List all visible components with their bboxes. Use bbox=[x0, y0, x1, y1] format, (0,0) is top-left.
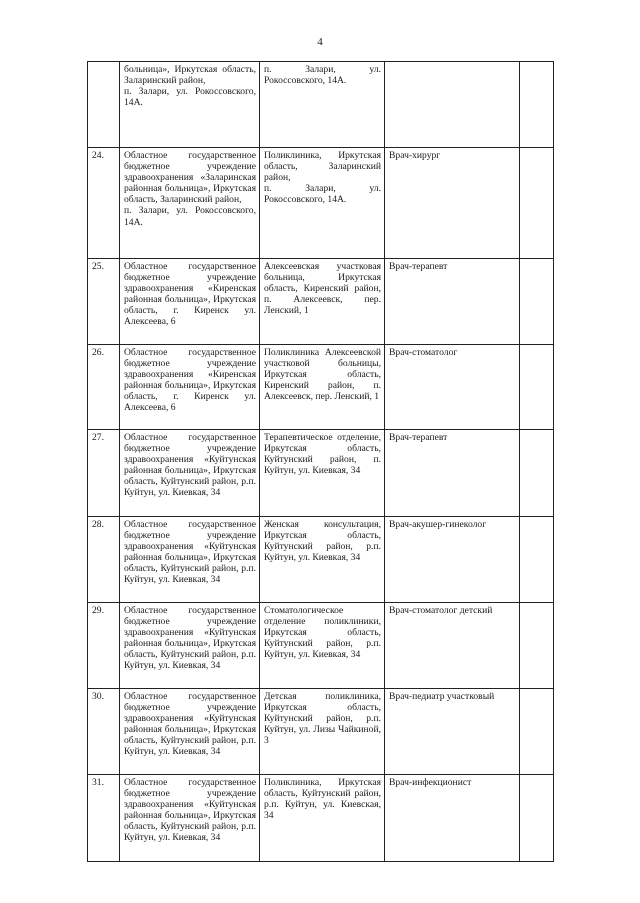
row-number: 29. bbox=[88, 603, 120, 689]
address-cell: Поликлиника, Иркутская область, Заларинский район, п. Залари, ул. Рокоссовского, 14А. bbox=[260, 148, 385, 259]
empty-cell bbox=[520, 259, 554, 345]
empty-cell bbox=[520, 603, 554, 689]
organization-cell: больница», Иркутская область, Заларинский район, п. Залари, ул. Рокоссовского, 14А. bbox=[120, 62, 260, 148]
address-cell: Поликлиника Алексеевской участковой больницы, Иркутская область, Киренский район, п. Алексеевск, пер. Ленский, 1 bbox=[260, 345, 385, 430]
table-row bbox=[88, 62, 554, 148]
row-number: 26. bbox=[88, 345, 120, 430]
row-number: 28. bbox=[88, 517, 120, 603]
position-cell: Врач-терапевт bbox=[385, 259, 520, 345]
table-row bbox=[88, 517, 554, 603]
table-row bbox=[88, 259, 554, 345]
position-cell: Врач-стоматолог детский bbox=[385, 603, 520, 689]
empty-cell bbox=[520, 430, 554, 517]
vacancy-table bbox=[87, 61, 554, 862]
organization-cell: Областное государственное бюджетное учреждение здравоохранения «Куйтунская районная больница», Иркутская область, Куйтунский район, р.п. Куйтун, ул. Киевкая, 34 bbox=[120, 689, 260, 775]
empty-cell bbox=[520, 689, 554, 775]
row-number bbox=[88, 62, 120, 148]
address-cell: Женская консультация, Иркутская область, Куйтунский район, р.п. Куйтун, ул. Киевкая, 34 bbox=[260, 517, 385, 603]
organization-cell: Областное государственное бюджетное учреждение здравоохранения «Заларинская районная больница», Иркутская область, Заларинский район, п. Залари, ул. Рокоссовского, 14А. bbox=[120, 148, 260, 259]
position-cell: Врач-терапевт bbox=[385, 430, 520, 517]
row-number: 25. bbox=[88, 259, 120, 345]
position-cell: Врач-акушер-гинеколог bbox=[385, 517, 520, 603]
empty-cell bbox=[520, 345, 554, 430]
row-number: 27. bbox=[88, 430, 120, 517]
empty-cell bbox=[520, 62, 554, 148]
organization-cell: Областное государственное бюджетное учреждение здравоохранения «Куйтунская районная больница», Иркутская область, Куйтунский район, р.п. Куйтун, ул. Киевкая, 34 bbox=[120, 517, 260, 603]
empty-cell bbox=[520, 148, 554, 259]
empty-cell bbox=[520, 517, 554, 603]
organization-cell: Областное государственное бюджетное учреждение здравоохранения «Куйтунская районная больница», Иркутская область, Куйтунский район, р.п. Куйтун, ул. Киевкая, 34 bbox=[120, 775, 260, 862]
organization-cell: Областное государственное бюджетное учреждение здравоохранения «Киренская районная больница», Иркутская область, г. Киренск ул. Алексеева, 6 bbox=[120, 345, 260, 430]
table-row bbox=[88, 345, 554, 430]
row-number: 31. bbox=[88, 775, 120, 862]
address-cell: Терапевтическое отделение, Иркутская область, Куйтунский район, п. Куйтун, ул. Киевкая, 34 bbox=[260, 430, 385, 517]
address-cell: Поликлиника, Иркутская область, Куйтунский район, р.п. Куйтун, ул. Киевская, 34 bbox=[260, 775, 385, 862]
address-cell: п. Залари, ул. Рокоссовского, 14А. bbox=[260, 62, 385, 148]
position-cell: Врач-инфекционист bbox=[385, 775, 520, 862]
address-cell: Детская поликлиника, Иркутская область, Куйтунский район, р.п. Куйтун, ул. Лизы Чайкиной, 3 bbox=[260, 689, 385, 775]
organization-cell: Областное государственное бюджетное учреждение здравоохранения «Киренская районная больница», Иркутская область, г. Киренск ул. Алексеева, 6 bbox=[120, 259, 260, 345]
position-cell: Врач-хирург bbox=[385, 148, 520, 259]
empty-cell bbox=[520, 775, 554, 862]
organization-cell: Областное государственное бюджетное учреждение здравоохранения «Куйтунская районная больница», Иркутская область, Куйтунский район, р.п. Куйтун, ул. Киевкая, 34 bbox=[120, 430, 260, 517]
table-row bbox=[88, 148, 554, 259]
position-cell bbox=[385, 62, 520, 148]
table-row bbox=[88, 689, 554, 775]
address-cell: Стоматологическое отделение поликлиники, Иркутская область, Куйтунский район, р.п. Куйтун, ул. Киевкая, 34 bbox=[260, 603, 385, 689]
table-row bbox=[88, 430, 554, 517]
position-cell: Врач-педиатр участковый bbox=[385, 689, 520, 775]
row-number: 30. bbox=[88, 689, 120, 775]
position-cell: Врач-стоматолог bbox=[385, 345, 520, 430]
page-number: 4 bbox=[317, 36, 323, 48]
table-row bbox=[88, 603, 554, 689]
organization-cell: Областное государственное бюджетное учреждение здравоохранения «Куйтунская районная больница», Иркутская область, Куйтунский район, р.п. Куйтун, ул. Киевкая, 34 bbox=[120, 603, 260, 689]
row-number: 24. bbox=[88, 148, 120, 259]
address-cell: Алексеевская участковая больница, Иркутская область, Киренский район, п. Алексеевск, пер. Ленский, 1 bbox=[260, 259, 385, 345]
table-row bbox=[88, 775, 554, 862]
